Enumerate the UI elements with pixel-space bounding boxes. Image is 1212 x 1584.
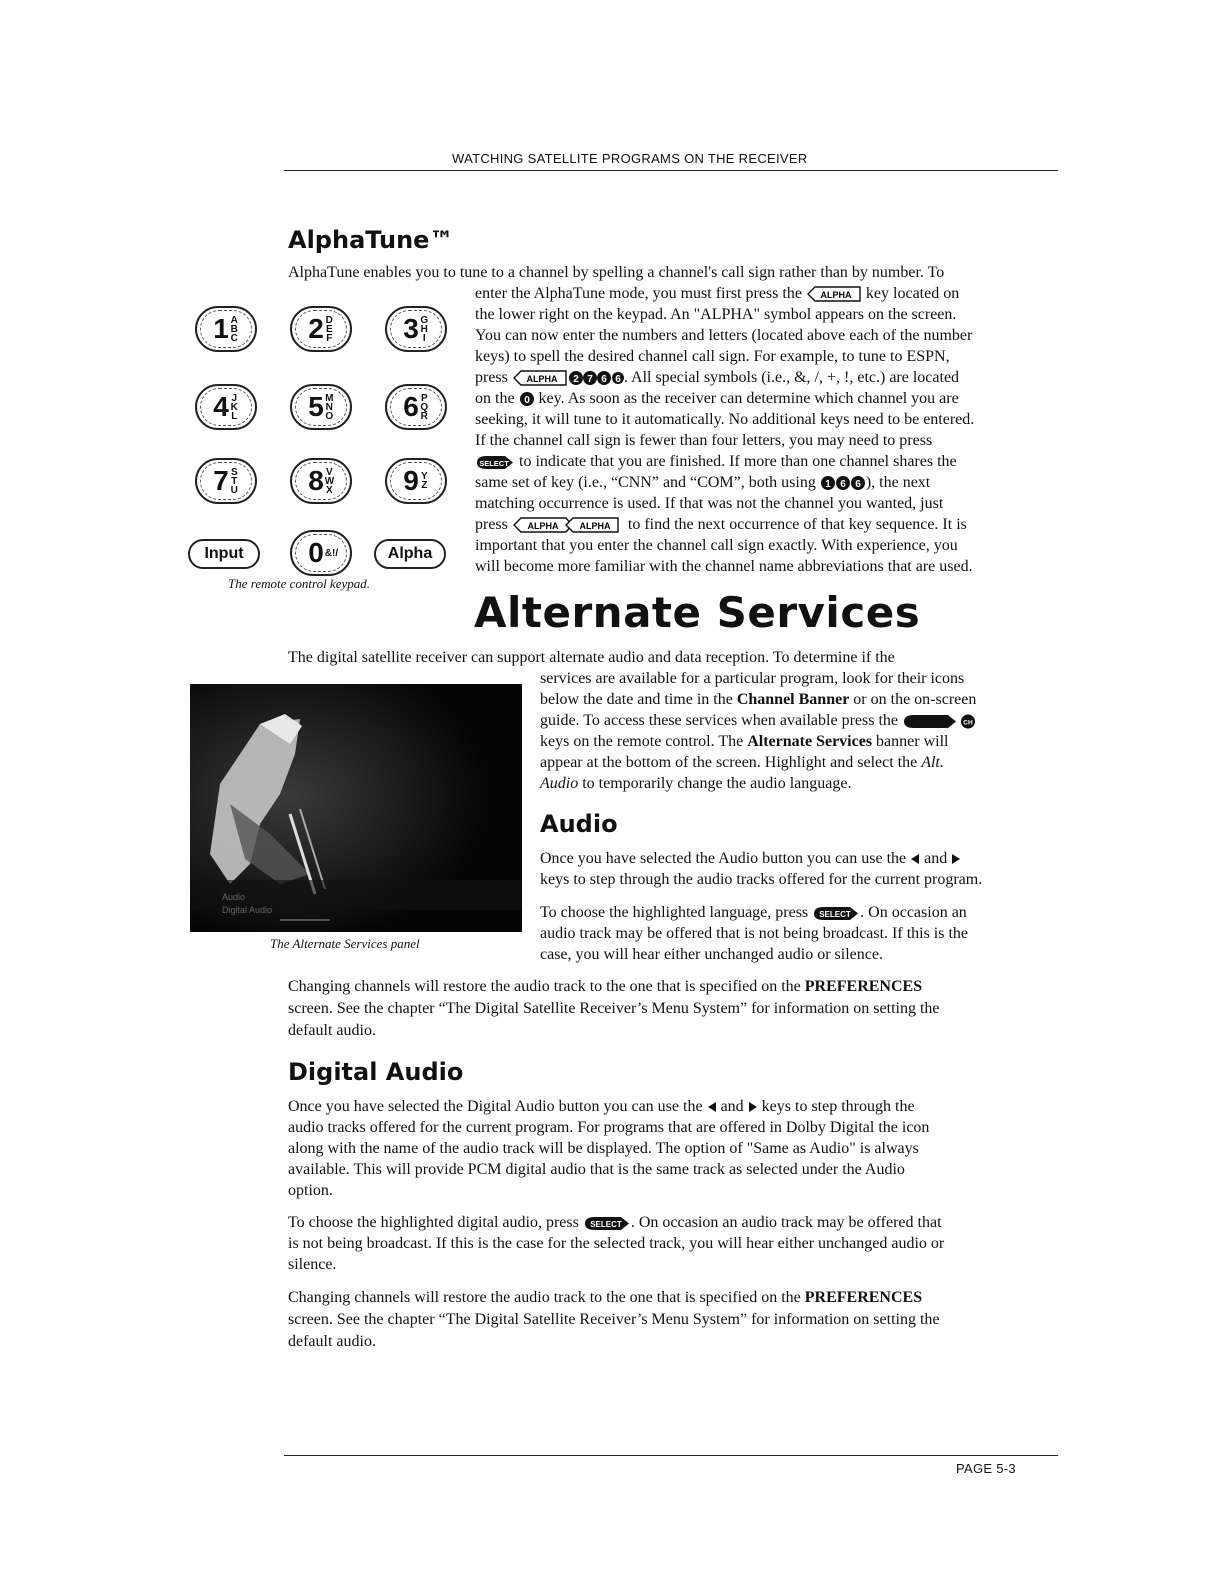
select-button-icon [583, 1216, 631, 1231]
svg-text:ALPHA: ALPHA [579, 521, 611, 532]
key-7: 7 STU [195, 458, 257, 504]
digital-p1-cont: available. This will provide PCM digital audio that is the same track as selected under the Audio [288, 1161, 905, 1178]
audio-p3: Changing channels will restore the audio track to the one that is specified on the PREFERENCES [288, 978, 923, 995]
key-5: 5 MNO [290, 384, 352, 430]
page-number: PAGE 5-3 [956, 1461, 1016, 1476]
alpha-button-icon [806, 286, 862, 302]
svg-text:CH: CH [963, 719, 973, 727]
svg-text:6: 6 [601, 374, 607, 386]
running-header: WATCHING SATELLITE PROGRAMS ON THE RECEIVER [452, 151, 808, 166]
options-ch-buttons-icon [902, 714, 978, 729]
body-line: press ALPHA 2 7 6 6 . All special symbols (i.e., &, /, +, !, etc.) are located [475, 369, 960, 386]
digital-p3-cont: default audio. [288, 1333, 376, 1350]
tv-scene-image [190, 684, 522, 932]
digital-p3: Changing channels will restore the audio track to the one that is specified on the PREFERENCES [288, 1289, 923, 1306]
key-4: 4 JKL [195, 384, 257, 430]
body-line: the lower right on the keypad. An "ALPHA" symbol appears on the screen. [475, 306, 957, 323]
body-line: on the 0 key. As soon as the receiver can determine which channel you are [475, 390, 959, 407]
svg-text:6: 6 [855, 479, 861, 491]
alpha-key: Alpha [374, 539, 446, 569]
alternate-line: Audio to temporarily change the audio language. [540, 775, 852, 792]
digital-audio-heading: Digital Audio [288, 1058, 464, 1086]
alphatune-heading: AlphaTune™ [288, 226, 454, 254]
alpha-alpha-sequence-icon [512, 517, 624, 533]
audio-p3-cont: screen. See the chapter “The Digital Satellite Receiver’s Menu System” for information on setting the [288, 1000, 940, 1017]
key-0: 0 &!/ [290, 530, 352, 576]
footer-rule [284, 1455, 1058, 1456]
right-arrow-icon [951, 853, 961, 865]
zero-key-icon [519, 391, 535, 407]
audio-p1-cont: keys to step through the audio tracks offered for the current program. [540, 871, 983, 888]
body-line: will become more familiar with the channel name abbreviations that are used. [475, 558, 973, 575]
body-line: same set of key (i.e., “CNN” and “COM”, both using 1 6 6 ), the next [475, 474, 931, 491]
svg-text:SELECT: SELECT [590, 1219, 622, 1229]
header-rule [284, 170, 1058, 171]
svg-text:ALPHA: ALPHA [527, 521, 559, 532]
audio-p1: Once you have selected the Audio button you can use the and [540, 848, 961, 869]
body-line: SELECT to indicate that you are finished. If more than one channel shares the [475, 451, 957, 472]
svg-text:SELECT: SELECT [819, 909, 851, 919]
alternate-services-photo [190, 684, 522, 932]
key-3: 3 GHI [385, 306, 447, 352]
alternate-services-heading: Alternate Services [474, 588, 921, 637]
select-button-icon [812, 906, 860, 921]
audio-p3-cont: default audio. [288, 1022, 376, 1039]
digital-p3-cont: screen. See the chapter “The Digital Satellite Receiver’s Menu System” for information on setting the [288, 1311, 940, 1328]
left-arrow-icon [910, 853, 920, 865]
alternate-line: guide. To access these services when available press the CH [540, 710, 978, 731]
body-line: important that you enter the channel call sign exactly. With experience, you [475, 537, 958, 554]
key-6: 6 PQR [385, 384, 447, 430]
svg-text:2: 2 [573, 374, 579, 386]
svg-text:SELECT: SELECT [479, 458, 509, 468]
digital-p1: Once you have selected the Digital Audio button you can use the and keys to step through the [288, 1098, 915, 1115]
svg-text:1: 1 [825, 479, 831, 491]
body-line: enter the AlphaTune mode, you must first press the ALPHA key located on [475, 285, 960, 302]
right-arrow-icon [748, 1101, 758, 1113]
svg-text:ALPHA: ALPHA [526, 374, 558, 385]
left-arrow-icon [707, 1101, 717, 1113]
svg-text:7: 7 [587, 374, 593, 386]
digital-p2-cont: is not being broadcast. If this is the case for the selected track, you will hear either unchanged audio or [288, 1235, 945, 1252]
select-button-icon [475, 455, 515, 470]
alternate-line: appear at the bottom of the screen. Highlight and select the Alt. [540, 754, 944, 771]
cnn-key-sequence-icon [820, 475, 866, 491]
digital-p1-cont: audio tracks offered for the current program. For programs that are offered in Dolby Digital the icon [288, 1119, 930, 1136]
svg-text:0: 0 [523, 395, 530, 407]
digital-p2: To choose the highlighted digital audio, press SELECT . On occasion an audio track may be offered that [288, 1214, 942, 1231]
audio-p2-cont: case, you will hear either unchanged audio or silence. [540, 946, 883, 963]
alternate-intro: The digital satellite receiver can support alternate audio and data reception. To determine if the [288, 649, 895, 666]
svg-text:ALPHA: ALPHA [820, 290, 852, 301]
digital-p2-cont: silence. [288, 1256, 337, 1273]
audio-heading: Audio [540, 810, 618, 838]
svg-text:Audio: Audio [222, 892, 246, 902]
keypad-caption: The remote control keypad. [228, 576, 370, 591]
input-key: Input [188, 539, 260, 569]
alternate-line: services are available for a particular program, look for their icons [540, 670, 965, 687]
digital-p1-cont: along with the name of the audio track will be displayed. The option of "Same as Audio" is always [288, 1140, 919, 1157]
svg-text:6: 6 [840, 479, 846, 491]
body-line: You can now enter the numbers and letters (located above each of the number [475, 327, 973, 344]
alphatune-intro: AlphaTune enables you to tune to a channel by spelling a channel's call sign rather than by number. To [288, 264, 945, 281]
key-9: 9 YZ [385, 458, 447, 504]
key-2: 2 DEF [290, 306, 352, 352]
alternate-line: keys on the remote control. The Alternate Services banner will [540, 733, 949, 750]
key-8: 8 VWX [290, 458, 352, 504]
svg-text:Digital Audio: Digital Audio [222, 905, 273, 915]
body-line: seeking, it will tune to it automatically. No additional keys need to be entered. [475, 411, 975, 428]
body-line: keys) to spell the desired channel call sign. For example, to tune to ESPN, [475, 348, 950, 365]
audio-p2: To choose the highlighted language, press SELECT . On occasion an [540, 904, 967, 921]
digital-p1-cont: option. [288, 1182, 333, 1199]
audio-p2-cont: audio track may be offered that is not being broadcast. If this is the [540, 925, 969, 942]
body-line: matching occurrence is used. If that was not the channel you wanted, just [475, 495, 944, 512]
alternate-line: below the date and time in the Channel Banner or on the on-screen [540, 691, 977, 708]
svg-text:6: 6 [615, 374, 621, 386]
key-1: 1 ABC [195, 306, 257, 352]
photo-caption: The Alternate Services panel [270, 936, 420, 951]
espn-key-sequence-icon [512, 370, 624, 386]
body-line: If the channel call sign is fewer than four letters, you may need to press [475, 432, 933, 449]
body-line: press ALPHA ALPHA to find the next occurrence of that key sequence. It is [475, 516, 967, 533]
